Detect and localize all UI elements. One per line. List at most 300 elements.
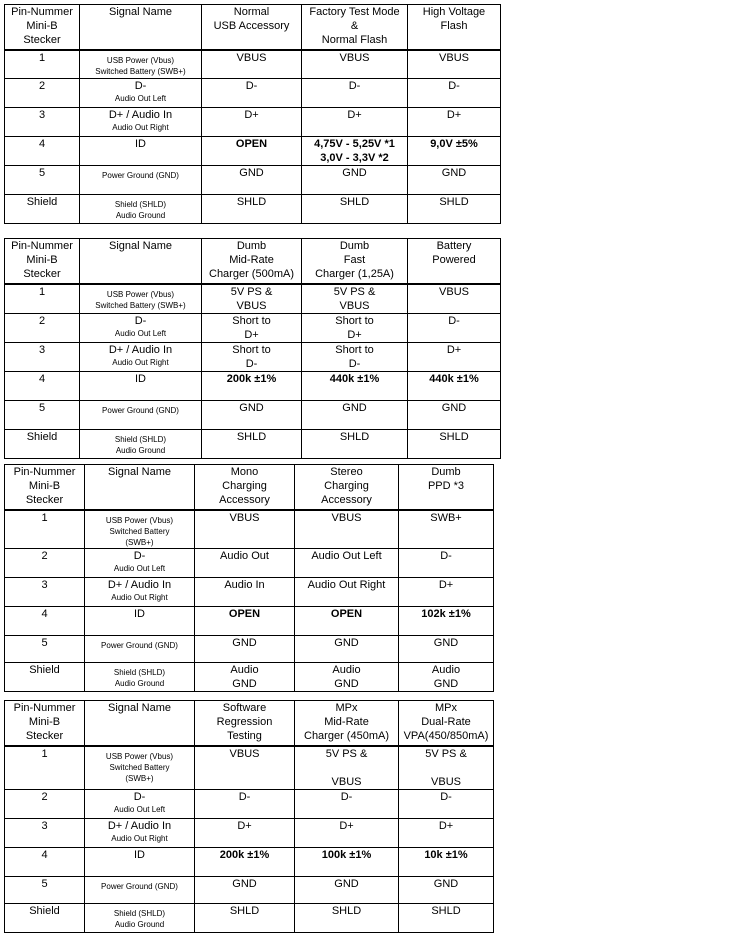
signal-name-cell bbox=[85, 746, 195, 790]
signal-sub: Audio Ground bbox=[114, 678, 165, 688]
value-cell bbox=[195, 903, 295, 932]
value-cell bbox=[295, 510, 399, 549]
header-line: High Voltage bbox=[422, 6, 486, 18]
value-line: D- bbox=[440, 790, 452, 803]
pin-number: Shield bbox=[26, 430, 58, 443]
signal-sub: Audio Out Left bbox=[113, 804, 166, 814]
table-row bbox=[5, 789, 494, 818]
table-row bbox=[5, 371, 501, 400]
value-cell bbox=[399, 577, 494, 606]
signal-name-cell bbox=[80, 79, 202, 108]
value-cell bbox=[302, 137, 408, 166]
value-cell bbox=[202, 166, 302, 195]
value-cell bbox=[408, 371, 501, 400]
header-line: Mini-B bbox=[26, 20, 58, 32]
value-line: GND bbox=[334, 877, 359, 890]
header-cell bbox=[302, 5, 408, 50]
signal-main: ID bbox=[135, 372, 146, 385]
signal-sub: Switched Battery bbox=[109, 526, 170, 536]
pin-number: Shield bbox=[26, 196, 58, 208]
signal-sub: USB Power (Vbus) bbox=[105, 515, 174, 525]
header-line: Pin-Nummer bbox=[11, 6, 73, 18]
value-cell bbox=[408, 429, 501, 458]
header-line: Flash bbox=[440, 20, 468, 32]
table-row bbox=[5, 166, 501, 195]
pin-number: 2 bbox=[38, 314, 46, 327]
signal-main: D+ / Audio In bbox=[108, 109, 173, 121]
value-line: D- bbox=[348, 80, 361, 92]
value-line: 102k ±1% bbox=[421, 607, 471, 620]
signal-main: D- bbox=[133, 790, 146, 803]
value-line: SHLD bbox=[439, 196, 469, 208]
value-line: D+ bbox=[347, 328, 362, 341]
pin-cell bbox=[5, 789, 85, 818]
header-line: MPx bbox=[435, 702, 457, 714]
value-line: GND bbox=[433, 677, 459, 690]
header-line: Mini-B bbox=[28, 716, 61, 728]
signal-sub: USB Power (Vbus) bbox=[106, 289, 175, 299]
value-cell bbox=[399, 662, 494, 691]
signal-name-cell bbox=[85, 577, 195, 606]
value-cell bbox=[302, 313, 408, 342]
value-cell bbox=[202, 108, 302, 137]
signal-name-cell bbox=[80, 108, 202, 137]
value-line: 3,0V - 3,3V *2 bbox=[320, 152, 389, 164]
value-cell bbox=[408, 400, 501, 429]
signal-sub: Power Ground (GND) bbox=[101, 640, 178, 650]
header-line: Dumb bbox=[431, 466, 461, 478]
signal-sub: USB Power (Vbus) bbox=[105, 751, 174, 761]
header-line: Pin-Nummer bbox=[13, 702, 76, 714]
header-cell bbox=[399, 701, 494, 746]
table-row bbox=[5, 818, 494, 847]
signal-sub: Power Ground (GND) bbox=[102, 405, 179, 415]
signal-main: D+ / Audio In bbox=[108, 343, 173, 356]
signal-name-cell bbox=[80, 195, 202, 224]
value-line: VBUS bbox=[331, 775, 362, 788]
header-cell bbox=[202, 5, 302, 50]
header-cell bbox=[202, 239, 302, 284]
value-line: D+ bbox=[446, 343, 462, 356]
header-line: Dumb bbox=[236, 240, 267, 252]
header-line: Charger (500mA) bbox=[209, 268, 294, 280]
pin-cell bbox=[5, 79, 80, 108]
header-cell bbox=[399, 465, 494, 510]
signal-sub: Shield (SHLD) bbox=[113, 667, 166, 677]
signal-sub: Audio Out Right bbox=[112, 123, 169, 132]
value-cell bbox=[302, 429, 408, 458]
pin-cell bbox=[5, 313, 80, 342]
value-cell bbox=[302, 108, 408, 137]
header-line: Mid-Rate bbox=[324, 716, 369, 728]
value-cell bbox=[302, 79, 408, 108]
header-cell bbox=[85, 701, 195, 746]
value-line: D- bbox=[340, 790, 353, 803]
table-row bbox=[5, 313, 501, 342]
value-line: GND bbox=[232, 636, 257, 649]
header-line: Fast bbox=[343, 254, 366, 266]
value-cell bbox=[195, 577, 295, 606]
value-line: 440k ±1% bbox=[429, 372, 479, 385]
pin-number: 5 bbox=[38, 167, 46, 179]
value-line: VBUS bbox=[339, 299, 370, 312]
pin-number: 2 bbox=[41, 549, 48, 562]
signal-name-cell bbox=[85, 847, 195, 876]
header-line: Dual-Rate bbox=[421, 716, 471, 728]
signal-sub: Audio Ground bbox=[115, 211, 166, 220]
pin-cell bbox=[5, 876, 85, 903]
signal-name-cell bbox=[85, 903, 195, 932]
value-line: SHLD bbox=[439, 430, 469, 443]
pin-cell bbox=[5, 847, 85, 876]
value-cell bbox=[202, 50, 302, 79]
value-cell bbox=[408, 50, 501, 79]
pin-cell bbox=[5, 371, 80, 400]
signal-main: D- bbox=[134, 314, 147, 327]
value-line: Short to bbox=[232, 314, 271, 327]
signal-main: D- bbox=[133, 549, 146, 562]
signal-sub: (SWB+) bbox=[125, 537, 154, 547]
value-line: D+ bbox=[347, 109, 362, 121]
value-line bbox=[295, 761, 398, 775]
header-cell bbox=[5, 701, 85, 746]
signal-sub: Switched Battery bbox=[109, 762, 170, 772]
pin-number: 1 bbox=[38, 285, 46, 298]
table-row bbox=[5, 510, 494, 549]
value-cell bbox=[295, 635, 399, 662]
value-line: GND bbox=[433, 636, 459, 649]
signal-name-cell bbox=[80, 137, 202, 166]
table-row bbox=[5, 137, 501, 166]
pin-assignment-table bbox=[4, 4, 501, 224]
signal-sub: USB Power (Vbus) bbox=[106, 55, 175, 65]
value-cell bbox=[195, 847, 295, 876]
value-line: VBUS bbox=[229, 747, 260, 760]
header-line: & bbox=[350, 20, 359, 32]
table-header-row bbox=[5, 465, 494, 510]
value-line: 5V PS & bbox=[425, 747, 467, 760]
header-line: Battery bbox=[436, 240, 472, 252]
table-row bbox=[5, 847, 494, 876]
pin-assignment-table bbox=[4, 238, 501, 459]
value-line: D+ bbox=[237, 819, 252, 832]
signal-sub: Audio Out Left bbox=[114, 328, 167, 338]
value-line: Audio bbox=[332, 663, 361, 676]
value-line: SHLD bbox=[331, 904, 362, 917]
value-line: D- bbox=[245, 80, 258, 92]
value-line: VBUS bbox=[331, 511, 362, 524]
value-cell bbox=[195, 876, 295, 903]
value-line: SHLD bbox=[236, 430, 267, 443]
pin-cell bbox=[5, 429, 80, 458]
value-cell bbox=[195, 606, 295, 635]
header-line: Charging bbox=[324, 480, 369, 492]
value-cell bbox=[202, 429, 302, 458]
value-line: 200k ±1% bbox=[219, 848, 270, 861]
header-cell bbox=[302, 239, 408, 284]
header-line: Stereo bbox=[330, 466, 363, 478]
header-line: Signal Name bbox=[108, 466, 171, 478]
value-cell bbox=[399, 847, 494, 876]
header-line: USB Accessory bbox=[213, 20, 290, 32]
value-cell bbox=[295, 746, 399, 790]
value-line: Short to bbox=[335, 343, 374, 356]
header-line: PPD *3 bbox=[427, 480, 465, 492]
value-line: 10k ±1% bbox=[424, 848, 468, 861]
header-line: Regression bbox=[216, 716, 273, 728]
header-line: Stecker bbox=[25, 494, 64, 506]
value-cell bbox=[399, 635, 494, 662]
signal-sub: Audio Ground bbox=[115, 445, 166, 455]
pin-number: 5 bbox=[41, 877, 48, 890]
value-line: D+ bbox=[244, 328, 259, 341]
value-cell bbox=[302, 195, 408, 224]
signal-name-cell bbox=[85, 789, 195, 818]
table-row bbox=[5, 876, 494, 903]
value-cell bbox=[195, 789, 295, 818]
pin-cell bbox=[5, 284, 80, 314]
pin-cell bbox=[5, 137, 80, 166]
pin-cell bbox=[5, 635, 85, 662]
pin-cell bbox=[5, 510, 85, 549]
header-cell bbox=[295, 465, 399, 510]
value-cell bbox=[202, 137, 302, 166]
pin-cell bbox=[5, 108, 80, 137]
header-line: Normal Flash bbox=[321, 34, 388, 46]
pin-number: 5 bbox=[41, 636, 48, 649]
value-cell bbox=[399, 548, 494, 577]
value-line: Short to bbox=[335, 314, 374, 327]
value-line: GND bbox=[441, 401, 467, 414]
pin-number: 3 bbox=[38, 109, 46, 121]
value-cell bbox=[202, 284, 302, 314]
pin-number: 3 bbox=[41, 819, 48, 832]
pin-assignment-table bbox=[4, 700, 494, 933]
pin-cell bbox=[5, 662, 85, 691]
table-row bbox=[5, 79, 501, 108]
pin-number: 5 bbox=[38, 401, 46, 414]
value-line: OPEN bbox=[235, 138, 268, 150]
pin-number: 4 bbox=[41, 848, 48, 861]
value-cell bbox=[408, 108, 501, 137]
value-cell bbox=[408, 166, 501, 195]
signal-sub: Switched Battery (SWB+) bbox=[95, 300, 186, 310]
signal-sub: Audio Out Right bbox=[112, 357, 169, 367]
value-line: D+ bbox=[438, 578, 454, 591]
pin-cell bbox=[5, 577, 85, 606]
table-row bbox=[5, 429, 501, 458]
pin-number: 4 bbox=[38, 138, 46, 150]
table-row bbox=[5, 284, 501, 314]
value-cell bbox=[202, 342, 302, 371]
signal-sub: (SWB+) bbox=[125, 773, 154, 783]
header-line: Stecker bbox=[23, 34, 61, 46]
signal-name-cell bbox=[80, 342, 202, 371]
value-cell bbox=[399, 606, 494, 635]
value-line: 440k ±1% bbox=[329, 372, 380, 385]
value-cell bbox=[202, 79, 302, 108]
signal-name-cell bbox=[80, 50, 202, 79]
pin-cell bbox=[5, 342, 80, 371]
signal-name-cell bbox=[80, 400, 202, 429]
table-row bbox=[5, 400, 501, 429]
table-header-row bbox=[5, 239, 501, 284]
value-line: GND bbox=[239, 401, 264, 414]
signal-name-cell bbox=[80, 166, 202, 195]
header-line: Mid-Rate bbox=[229, 254, 274, 266]
header-cell bbox=[5, 465, 85, 510]
value-line: Audio bbox=[230, 663, 259, 676]
value-line: GND bbox=[232, 877, 257, 890]
value-cell bbox=[399, 876, 494, 903]
value-line: GND bbox=[342, 401, 367, 414]
value-line: VBUS bbox=[229, 511, 260, 524]
header-cell bbox=[195, 701, 295, 746]
value-line: GND bbox=[433, 877, 459, 890]
value-line: VBUS bbox=[439, 285, 469, 298]
value-cell bbox=[295, 662, 399, 691]
value-line: SHLD bbox=[339, 196, 370, 208]
table-row bbox=[5, 548, 494, 577]
value-cell bbox=[202, 313, 302, 342]
header-line: Dumb bbox=[339, 240, 370, 252]
value-cell bbox=[302, 400, 408, 429]
pin-number: 3 bbox=[38, 343, 46, 356]
table-row bbox=[5, 662, 494, 691]
value-line: VBUS bbox=[236, 51, 267, 64]
table-row bbox=[5, 746, 494, 790]
header-line: MPx bbox=[335, 702, 358, 714]
signal-sub: Shield (SHLD) bbox=[114, 200, 167, 209]
value-line: D+ bbox=[446, 109, 462, 121]
header-line: Factory Test Mode bbox=[309, 6, 400, 18]
table-row bbox=[5, 635, 494, 662]
header-line: VPA(450/850mA) bbox=[403, 730, 489, 742]
pin-number: 1 bbox=[38, 51, 46, 64]
value-line: VBUS bbox=[439, 51, 469, 64]
value-cell bbox=[202, 400, 302, 429]
signal-name-cell bbox=[85, 662, 195, 691]
signal-sub: Audio Out Right bbox=[111, 592, 168, 602]
pin-number: 2 bbox=[38, 80, 46, 92]
signal-name-cell bbox=[80, 313, 202, 342]
header-line: Pin-Nummer bbox=[13, 466, 76, 478]
signal-main: ID bbox=[135, 138, 146, 150]
value-cell bbox=[295, 606, 399, 635]
signal-main: D- bbox=[134, 80, 147, 92]
table-row bbox=[5, 606, 494, 635]
value-cell bbox=[399, 789, 494, 818]
value-line: D- bbox=[448, 80, 460, 92]
value-cell bbox=[408, 342, 501, 371]
value-cell bbox=[408, 137, 501, 166]
header-line: Stecker bbox=[25, 730, 64, 742]
value-cell bbox=[408, 284, 501, 314]
table-row bbox=[5, 195, 501, 224]
value-cell bbox=[302, 371, 408, 400]
header-cell bbox=[5, 239, 80, 284]
value-cell bbox=[295, 577, 399, 606]
value-line: 100k ±1% bbox=[321, 848, 372, 861]
header-cell bbox=[5, 5, 80, 50]
value-cell bbox=[399, 746, 494, 790]
signal-sub: Shield (SHLD) bbox=[113, 908, 166, 918]
header-line: Software bbox=[222, 702, 267, 714]
signal-sub: Power Ground (GND) bbox=[102, 171, 179, 180]
header-line: Normal bbox=[233, 6, 270, 18]
value-cell bbox=[195, 510, 295, 549]
value-cell bbox=[408, 313, 501, 342]
value-line: D- bbox=[448, 314, 460, 327]
value-line: 4,75V - 5,25V *1 bbox=[314, 138, 395, 150]
value-line: SHLD bbox=[431, 904, 461, 917]
value-cell bbox=[295, 818, 399, 847]
signal-name-cell bbox=[85, 818, 195, 847]
signal-main: D+ / Audio In bbox=[107, 819, 172, 832]
table-header-row bbox=[5, 701, 494, 746]
value-line: D+ bbox=[438, 819, 454, 832]
header-line: Stecker bbox=[23, 268, 61, 280]
value-cell bbox=[195, 746, 295, 790]
table-header-row bbox=[5, 5, 501, 50]
signal-sub: Audio Out Left bbox=[113, 563, 166, 573]
value-line: Audio In bbox=[224, 578, 265, 591]
pin-number: Shield bbox=[29, 663, 60, 676]
value-cell bbox=[295, 903, 399, 932]
header-cell bbox=[80, 239, 202, 284]
signal-sub: Audio Out Left bbox=[114, 94, 167, 103]
header-cell bbox=[295, 701, 399, 746]
pin-number: 2 bbox=[41, 790, 48, 803]
value-line: SHLD bbox=[236, 196, 267, 208]
pin-cell bbox=[5, 400, 80, 429]
header-cell bbox=[85, 465, 195, 510]
header-line: Accessory bbox=[219, 494, 270, 506]
pin-cell bbox=[5, 903, 85, 932]
value-line: GND bbox=[334, 636, 359, 649]
header-line: Signal Name bbox=[109, 6, 172, 18]
pin-number: 1 bbox=[41, 511, 48, 524]
header-line: Signal Name bbox=[108, 702, 171, 714]
signal-sub: Power Ground (GND) bbox=[101, 881, 178, 891]
value-line: D- bbox=[238, 790, 251, 803]
signal-sub: Shield (SHLD) bbox=[114, 434, 167, 444]
value-cell bbox=[195, 662, 295, 691]
pin-number: 4 bbox=[38, 372, 46, 385]
value-cell bbox=[399, 903, 494, 932]
value-cell bbox=[295, 789, 399, 818]
value-line: VBUS bbox=[431, 775, 461, 788]
pin-cell bbox=[5, 746, 85, 790]
pin-cell bbox=[5, 166, 80, 195]
value-line: D- bbox=[245, 357, 258, 370]
value-line: GND bbox=[232, 677, 257, 690]
value-cell bbox=[295, 847, 399, 876]
header-line: Pin-Nummer bbox=[11, 240, 73, 252]
value-line: Short to bbox=[232, 343, 271, 356]
value-line: D+ bbox=[339, 819, 354, 832]
pin-number: Shield bbox=[29, 904, 60, 917]
signal-name-cell bbox=[85, 635, 195, 662]
value-cell bbox=[195, 635, 295, 662]
value-line: D+ bbox=[244, 109, 259, 121]
value-line: SHLD bbox=[339, 430, 370, 443]
header-line: Accessory bbox=[321, 494, 372, 506]
table-row bbox=[5, 342, 501, 371]
value-line: VBUS bbox=[339, 51, 370, 64]
header-cell bbox=[80, 5, 202, 50]
value-cell bbox=[295, 548, 399, 577]
